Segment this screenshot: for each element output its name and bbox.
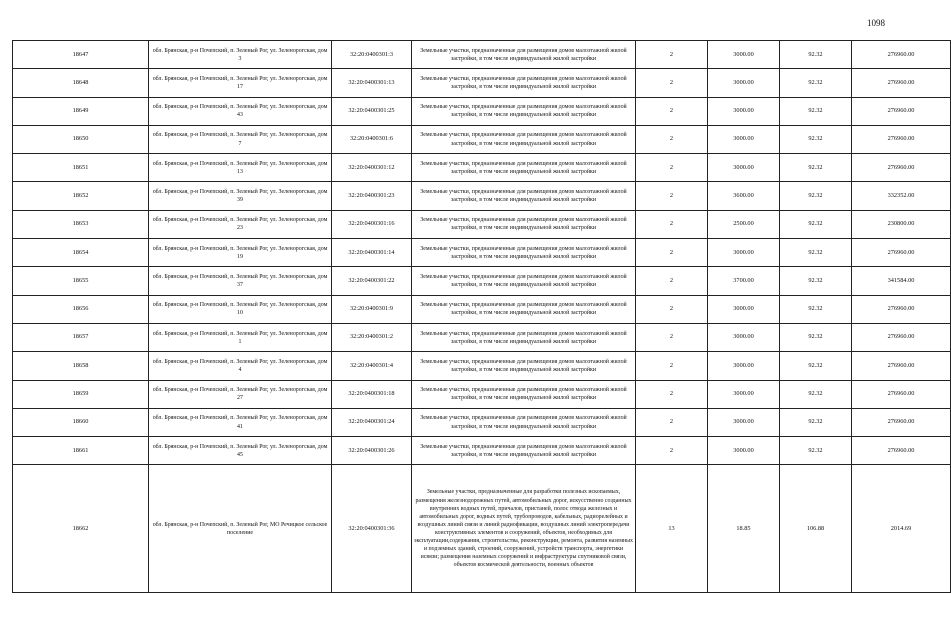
cadastral-number-cell: 32:20:0400301:3 (332, 41, 412, 69)
rate-cell: 92.32 (780, 437, 852, 465)
land-use-cell: Земельные участки, предназначенные для размещения домов малоэтажной жилой застройки, в том числе индивидуальной жилой застройки (412, 295, 636, 323)
group-cell: 2 (636, 182, 708, 210)
land-use-cell: Земельные участки, предназначенные для размещения домов малоэтажной жилой застройки, в том числе индивидуальной жилой застройки (412, 408, 636, 436)
rate-cell: 92.32 (780, 295, 852, 323)
cadastral-value-cell: 276960.00 (852, 323, 951, 351)
land-use-cell: Земельные участки, предназначенные для размещения домов малоэтажной жилой застройки, в том числе индивидуальной жилой застройки (412, 97, 636, 125)
group-cell: 2 (636, 125, 708, 153)
area-cell: 3000.00 (708, 125, 780, 153)
table-body (13, 41, 951, 593)
rate-cell: 92.32 (780, 154, 852, 182)
cadastral-number-cell: 32:20:0400301:18 (332, 380, 412, 408)
row-number-cell: 18657 (13, 323, 149, 351)
group-cell: 2 (636, 408, 708, 436)
cadastral-value-cell: 332352.00 (852, 182, 951, 210)
area-cell: 18.85 (708, 465, 780, 593)
group-cell: 2 (636, 69, 708, 97)
cadastral-value-cell: 276960.00 (852, 352, 951, 380)
rate-cell: 92.32 (780, 69, 852, 97)
group-cell: 2 (636, 239, 708, 267)
cadastral-value-table (12, 40, 951, 593)
row-number-cell: 18656 (13, 295, 149, 323)
row-number-cell: 18660 (13, 408, 149, 436)
cadastral-value-cell: 276960.00 (852, 295, 951, 323)
cadastral-value-cell: 276960.00 (852, 69, 951, 97)
address-cell: обл. Брянская, р-н Почепский, п. Зеленый Рог, ул. Зеленорогская, дом 37 (149, 267, 332, 295)
row-number-cell: 18655 (13, 267, 149, 295)
cadastral-value-cell: 230800.00 (852, 210, 951, 238)
row-number-cell: 18659 (13, 380, 149, 408)
group-cell: 2 (636, 267, 708, 295)
group-cell: 2 (636, 352, 708, 380)
cadastral-number-cell: 32:20:0400301:12 (332, 154, 412, 182)
cadastral-number-cell: 32:20:0400301:22 (332, 267, 412, 295)
land-use-cell: Земельные участки, предназначенные для размещения домов малоэтажной жилой застройки, в том числе индивидуальной жилой застройки (412, 267, 636, 295)
area-cell: 3000.00 (708, 295, 780, 323)
area-cell: 3000.00 (708, 97, 780, 125)
group-cell: 2 (636, 154, 708, 182)
table-row (13, 352, 951, 380)
address-cell: обл. Брянская, р-н Почепский, п. Зеленый Рог, ул. Зеленорогская, дом 41 (149, 408, 332, 436)
cadastral-value-cell: 341584.00 (852, 267, 951, 295)
address-cell: обл. Брянская, р-н Почепский, п. Зеленый Рог, ул. Зеленорогская, дом 1 (149, 323, 332, 351)
rate-cell: 92.32 (780, 380, 852, 408)
table-row (13, 408, 951, 436)
land-use-cell: Земельные участки, предназначенные для размещения домов малоэтажной жилой застройки, в том числе индивидуальной жилой застройки (412, 154, 636, 182)
cadastral-value-cell: 276960.00 (852, 125, 951, 153)
cadastral-number-cell: 32:20:0400301:4 (332, 352, 412, 380)
address-cell: обл. Брянская, р-н Почепский, п. Зеленый Рог, ул. Зеленорогская, дом 43 (149, 97, 332, 125)
row-number-cell: 18650 (13, 125, 149, 153)
address-cell: обл. Брянская, р-н Почепский, п. Зеленый Рог, МО Речицкое сельское поселение (149, 465, 332, 593)
address-cell: обл. Брянская, р-н Почепский, п. Зеленый Рог, ул. Зеленорогская, дом 45 (149, 437, 332, 465)
land-use-cell: Земельные участки, предназначенные для размещения домов малоэтажной жилой застройки, в том числе индивидуальной жилой застройки (412, 352, 636, 380)
cadastral-number-cell: 32:20:0400301:26 (332, 437, 412, 465)
rate-cell: 92.32 (780, 408, 852, 436)
row-number-cell: 18648 (13, 69, 149, 97)
cadastral-number-cell: 32:20:0400301:14 (332, 239, 412, 267)
cadastral-value-cell: 276960.00 (852, 239, 951, 267)
address-cell: обл. Брянская, р-н Почепский, п. Зеленый Рог, ул. Зеленорогская, дом 19 (149, 239, 332, 267)
land-use-cell: Земельные участки, предназначенные для размещения домов малоэтажной жилой застройки, в том числе индивидуальной жилой застройки (412, 125, 636, 153)
cadastral-value-cell: 276960.00 (852, 97, 951, 125)
rate-cell: 92.32 (780, 239, 852, 267)
rate-cell: 92.32 (780, 210, 852, 238)
table-row (13, 97, 951, 125)
land-use-cell: Земельные участки, предназначенные для размещения домов малоэтажной жилой застройки, в том числе индивидуальной жилой застройки (412, 182, 636, 210)
table-row (13, 69, 951, 97)
table-row (13, 210, 951, 238)
table-row (13, 437, 951, 465)
table-row (13, 41, 951, 69)
cadastral-number-cell: 32:20:0400301:25 (332, 97, 412, 125)
row-number-cell: 18654 (13, 239, 149, 267)
table-row (13, 295, 951, 323)
table-row (13, 239, 951, 267)
address-cell: обл. Брянская, р-н Почепский, п. Зеленый Рог, ул. Зеленорогская, дом 3 (149, 41, 332, 69)
cadastral-number-cell: 32:20:0400301:23 (332, 182, 412, 210)
address-cell: обл. Брянская, р-н Почепский, п. Зеленый Рог, ул. Зеленорогская, дом 7 (149, 125, 332, 153)
area-cell: 3000.00 (708, 239, 780, 267)
address-cell: обл. Брянская, р-н Почепский, п. Зеленый Рог, ул. Зеленорогская, дом 10 (149, 295, 332, 323)
area-cell: 3000.00 (708, 408, 780, 436)
cadastral-number-cell: 32:20:0400301:36 (332, 465, 412, 593)
table-row (13, 323, 951, 351)
table-row (13, 267, 951, 295)
land-use-cell: Земельные участки, предназначенные для размещения домов малоэтажной жилой застройки, в том числе индивидуальной жилой застройки (412, 239, 636, 267)
row-number-cell: 18661 (13, 437, 149, 465)
row-number-cell: 18653 (13, 210, 149, 238)
area-cell: 3600.00 (708, 182, 780, 210)
cadastral-value-cell: 276960.00 (852, 437, 951, 465)
land-use-cell: Земельные участки, предназначенные для размещения домов малоэтажной жилой застройки, в том числе индивидуальной жилой застройки (412, 323, 636, 351)
rate-cell: 92.32 (780, 125, 852, 153)
address-cell: обл. Брянская, р-н Почепский, п. Зеленый Рог, ул. Зеленорогская, дом 13 (149, 154, 332, 182)
group-cell: 2 (636, 41, 708, 69)
group-cell: 2 (636, 380, 708, 408)
table-row (13, 380, 951, 408)
row-number-cell: 18662 (13, 465, 149, 593)
land-use-cell: Земельные участки, предназначенные для размещения домов малоэтажной жилой застройки, в том числе индивидуальной жилой застройки (412, 437, 636, 465)
address-cell: обл. Брянская, р-н Почепский, п. Зеленый Рог, ул. Зеленорогская, дом 27 (149, 380, 332, 408)
cadastral-value-cell: 276960.00 (852, 154, 951, 182)
cadastral-number-cell: 32:20:0400301:2 (332, 323, 412, 351)
cadastral-number-cell: 32:20:0400301:16 (332, 210, 412, 238)
group-cell: 13 (636, 465, 708, 593)
rate-cell: 92.32 (780, 352, 852, 380)
group-cell: 2 (636, 437, 708, 465)
land-use-cell: Земельные участки, предназначенные для разработки полезных ископаемых, размещения железнодорожных путей, автомобильных дорог, искусственно созданных внутренних водных путей, причалов, пристаней, полос отвода железных и автомобильных дорог, водных путей, трубопроводов, кабельных, радиорелейных и воздушных линий связи и линий радиофикации, воздушных линий электропередачи конструктивных элементов и сооружений, объектов, необходимых для эксплуатации,содержания, строительства, реконструкции, ремонта, развития наземных и подземных зданий, строений, сооружений, устройств транспорта, энергетики исвязи; размещения наземных сооружений и инфраструктуры спутниковой связи, объектов космической деятельности, военных объектов (412, 465, 636, 593)
cadastral-number-cell: 32:20:0400301:9 (332, 295, 412, 323)
group-cell: 2 (636, 210, 708, 238)
address-cell: обл. Брянская, р-н Почепский, п. Зеленый Рог, ул. Зеленорогская, дом 39 (149, 182, 332, 210)
cadastral-number-cell: 32:20:0400301:6 (332, 125, 412, 153)
cadastral-value-cell: 276960.00 (852, 41, 951, 69)
table-row (13, 182, 951, 210)
cadastral-value-cell: 276960.00 (852, 408, 951, 436)
rate-cell: 106.88 (780, 465, 852, 593)
row-number-cell: 18652 (13, 182, 149, 210)
row-number-cell: 18651 (13, 154, 149, 182)
area-cell: 3000.00 (708, 352, 780, 380)
rate-cell: 92.32 (780, 97, 852, 125)
area-cell: 3700.00 (708, 267, 780, 295)
group-cell: 2 (636, 323, 708, 351)
cadastral-number-cell: 32:20:0400301:24 (332, 408, 412, 436)
address-cell: обл. Брянская, р-н Почепский, п. Зеленый Рог, ул. Зеленорогская, дом 4 (149, 352, 332, 380)
area-cell: 3000.00 (708, 41, 780, 69)
cadastral-number-cell: 32:20:0400301:13 (332, 69, 412, 97)
table-row (13, 125, 951, 153)
row-number-cell: 18649 (13, 97, 149, 125)
table-row (13, 154, 951, 182)
cadastral-value-cell: 276960.00 (852, 380, 951, 408)
land-use-cell: Земельные участки, предназначенные для размещения домов малоэтажной жилой застройки, в том числе индивидуальной жилой застройки (412, 69, 636, 97)
area-cell: 3000.00 (708, 69, 780, 97)
rate-cell: 92.32 (780, 267, 852, 295)
row-number-cell: 18647 (13, 41, 149, 69)
address-cell: обл. Брянская, р-н Почепский, п. Зеленый Рог, ул. Зеленорогская, дом 23 (149, 210, 332, 238)
cadastral-value-cell: 2014.69 (852, 465, 951, 593)
group-cell: 2 (636, 295, 708, 323)
table-row (13, 465, 951, 593)
area-cell: 3000.00 (708, 323, 780, 351)
land-use-cell: Земельные участки, предназначенные для размещения домов малоэтажной жилой застройки, в том числе индивидуальной жилой застройки (412, 41, 636, 69)
land-use-cell: Земельные участки, предназначенные для размещения домов малоэтажной жилой застройки, в том числе индивидуальной жилой застройки (412, 210, 636, 238)
row-number-cell: 18658 (13, 352, 149, 380)
rate-cell: 92.32 (780, 41, 852, 69)
area-cell: 2500.00 (708, 210, 780, 238)
rate-cell: 92.32 (780, 323, 852, 351)
page-number: 1098 (867, 18, 885, 28)
area-cell: 3000.00 (708, 437, 780, 465)
group-cell: 2 (636, 97, 708, 125)
area-cell: 3000.00 (708, 154, 780, 182)
area-cell: 3000.00 (708, 380, 780, 408)
rate-cell: 92.32 (780, 182, 852, 210)
address-cell: обл. Брянская, р-н Почепский, п. Зеленый Рог, ул. Зеленорогская, дом 17 (149, 69, 332, 97)
land-use-cell: Земельные участки, предназначенные для размещения домов малоэтажной жилой застройки, в том числе индивидуальной жилой застройки (412, 380, 636, 408)
